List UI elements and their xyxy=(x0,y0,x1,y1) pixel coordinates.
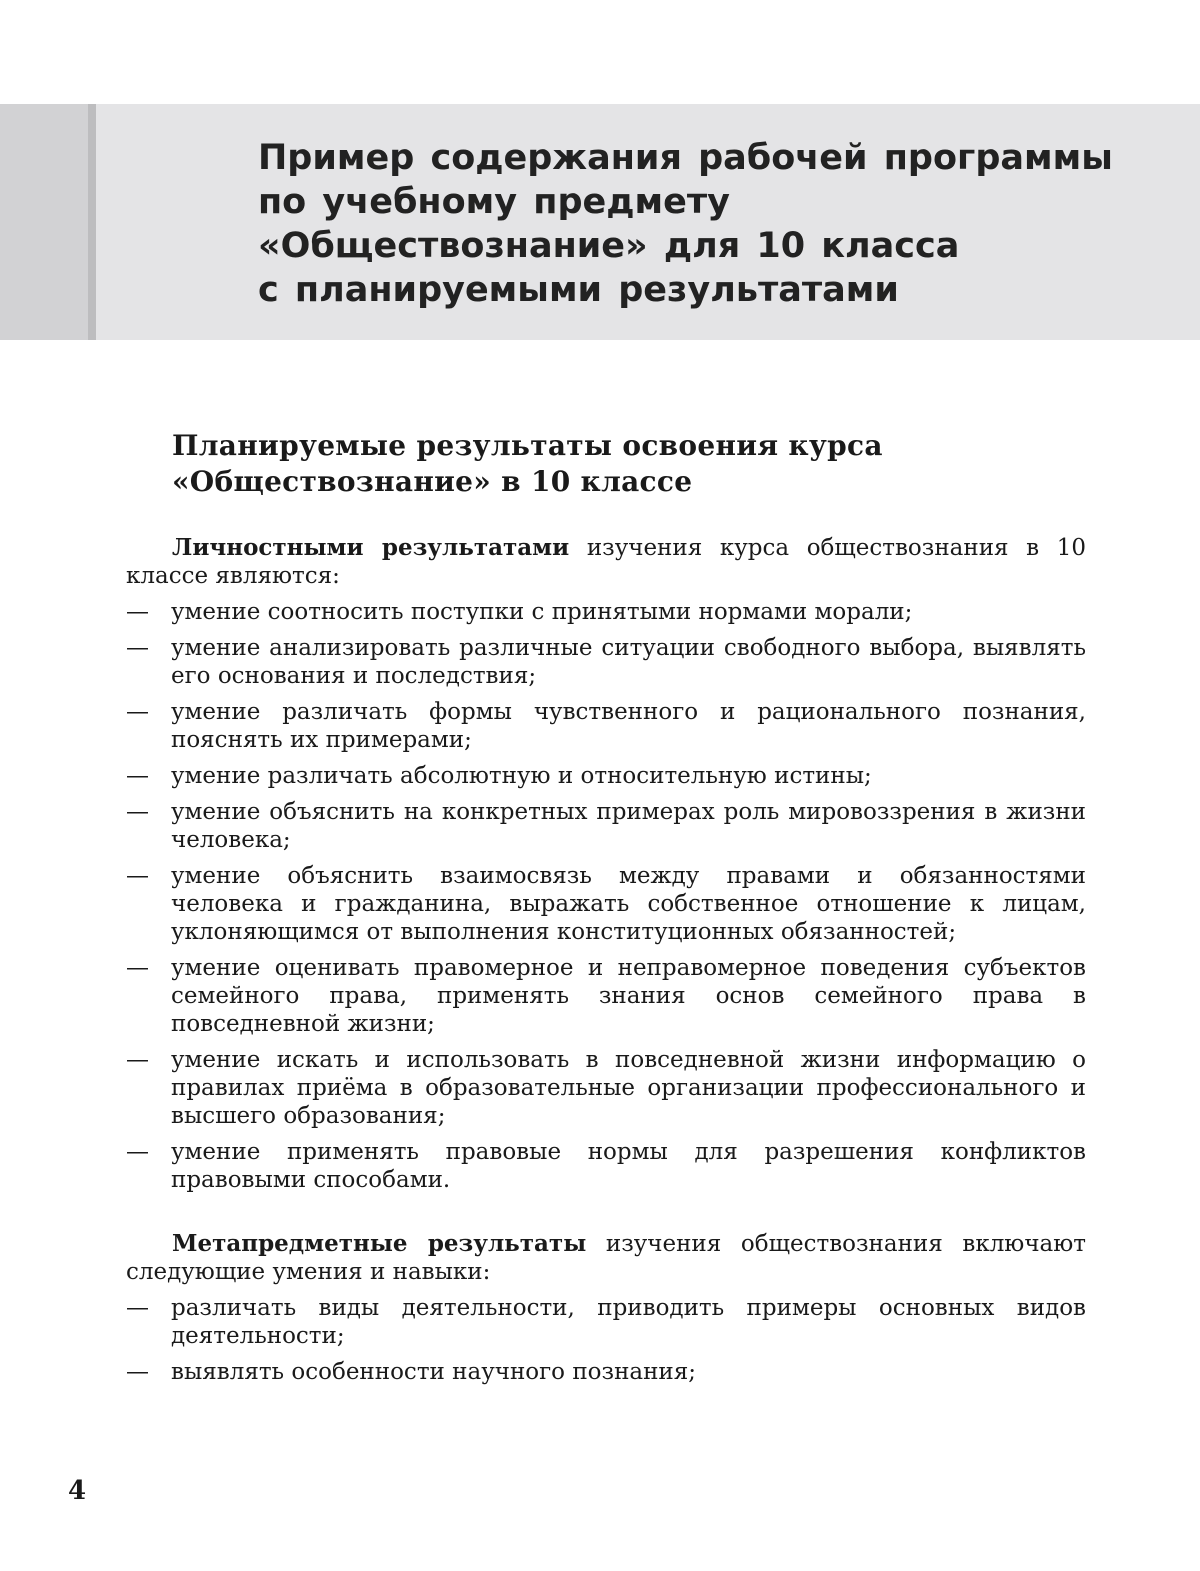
list-item-text: умение различать формы чувственного и рационального познания, пояснять их примерами; xyxy=(171,699,1086,753)
dash-marker: — xyxy=(126,599,149,625)
list-item xyxy=(126,1294,1086,1350)
meta-results-intro-text: изучения обществознания включают следующие умения и навыки: xyxy=(126,1231,1086,1285)
list-item-text: умение объяснить на конкретных примерах роль мировоззрения в жизни человека; xyxy=(171,799,1086,853)
dash-marker: — xyxy=(126,955,149,981)
list-item xyxy=(126,598,1086,626)
list-item xyxy=(126,762,1086,790)
banner-side-stripe xyxy=(88,104,96,340)
page-title-line: с планируемыми результатами xyxy=(258,270,899,310)
dash-marker: — xyxy=(126,763,149,789)
dash-marker: — xyxy=(126,799,149,825)
personal-results-term: Личностными результатами xyxy=(172,534,570,561)
list-item-text: умение искать и использовать в повседневной жизни информацию о правилах приёма в образовательные организации профессионального и высшего образования; xyxy=(171,1047,1086,1129)
list-item-text: умение анализировать различные ситуации свободного выбора, выявлять его основания и последствия; xyxy=(171,635,1086,689)
list-item-text: умение соотносить поступки с принятыми нормами морали; xyxy=(171,599,913,625)
dash-marker: — xyxy=(126,1139,149,1165)
page-title-line: «Обществознание» для 10 класса xyxy=(258,226,960,266)
section-heading xyxy=(172,428,883,500)
list-item-text: умение применять правовые нормы для разрешения конфликтов правовыми способами. xyxy=(171,1139,1086,1193)
dash-marker: — xyxy=(126,1047,149,1073)
list-item xyxy=(126,862,1086,946)
personal-results-list xyxy=(126,598,1086,1194)
dash-marker: — xyxy=(126,699,149,725)
list-item-text: умение объяснить взаимосвязь между правами и обязанностями человека и гражданина, выражать собственное отношение к лицам, уклоняющимся от выполнения конституционных обязанностей; xyxy=(171,863,1086,945)
page-title-line: Пример содержания рабочей программы xyxy=(258,138,1113,178)
dash-marker: — xyxy=(126,863,149,889)
dash-marker: — xyxy=(126,1359,149,1385)
meta-results-list xyxy=(126,1294,1086,1386)
dash-marker: — xyxy=(126,635,149,661)
page-number: 4 xyxy=(68,1476,87,1506)
list-item-text: умение различать абсолютную и относительную истины; xyxy=(171,763,872,789)
list-item xyxy=(126,1046,1086,1130)
meta-results-intro xyxy=(126,1230,1086,1286)
list-item xyxy=(126,634,1086,690)
page-title-line: по учебному предмету xyxy=(258,182,730,222)
list-item xyxy=(126,698,1086,754)
paragraph-gap xyxy=(126,1202,1086,1230)
section-heading-line: «Обществознание» в 10 классе xyxy=(172,465,693,498)
list-item xyxy=(126,1358,1086,1386)
banner-side-block xyxy=(0,104,88,340)
meta-results-term: Метапредметные результаты xyxy=(172,1230,587,1257)
body-text xyxy=(126,534,1086,1394)
list-item-text: выявлять особенности научного познания; xyxy=(171,1359,697,1385)
personal-results-intro xyxy=(126,534,1086,590)
title-banner xyxy=(0,104,1200,340)
list-item xyxy=(126,1138,1086,1194)
list-item xyxy=(126,954,1086,1038)
list-item-text: различать виды деятельности, приводить примеры основных видов деятельности; xyxy=(171,1295,1086,1349)
list-item-text: умение оценивать правомерное и неправомерное поведения субъектов семейного права, применять знания основ семейного права в повседневной жизни; xyxy=(171,955,1086,1037)
personal-results-intro-text: изучения курса обществознания в 10 классе являются: xyxy=(126,535,1086,589)
dash-marker: — xyxy=(126,1295,149,1321)
page-title xyxy=(258,136,1113,312)
list-item xyxy=(126,798,1086,854)
section-heading-line: Планируемые результаты освоения курса xyxy=(172,429,883,462)
